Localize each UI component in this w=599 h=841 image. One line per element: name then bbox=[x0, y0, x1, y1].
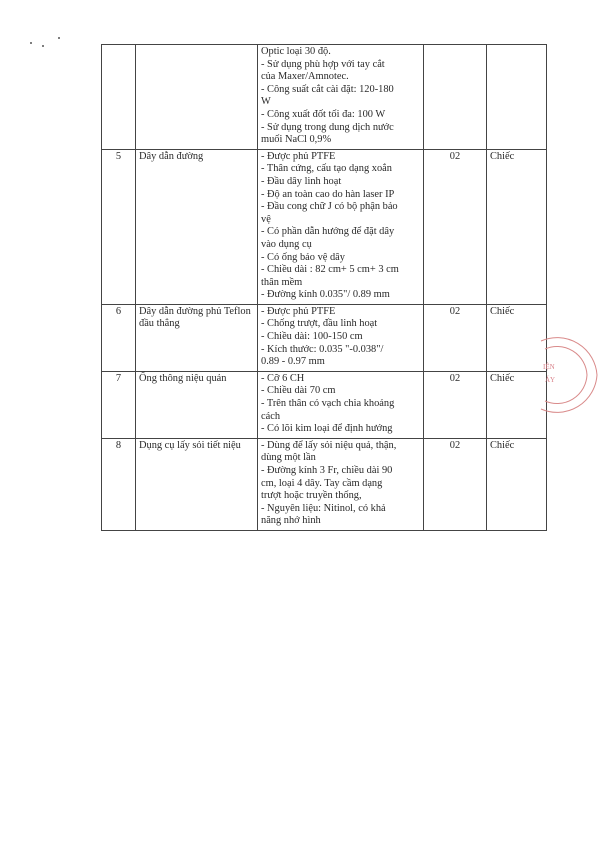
row-number-cell bbox=[102, 149, 136, 304]
spec-line: - Chiều dài 70 cm bbox=[261, 385, 336, 397]
spec-line: - Dùng để lấy sỏi niệu quả, thận, bbox=[261, 439, 397, 451]
spec-line: - Đường kính 3 Fr, chiều dài 90 bbox=[261, 465, 393, 476]
spec-cell bbox=[258, 149, 424, 304]
spec-line: - Thân cứng, cấu tạo dạng xoắn bbox=[261, 163, 392, 175]
spec-line: thân mềm bbox=[261, 276, 303, 288]
spec-line: dùng một lần bbox=[261, 452, 316, 464]
row-number-cell bbox=[102, 45, 136, 150]
table-row bbox=[102, 304, 547, 371]
table-row bbox=[102, 45, 547, 150]
table-row bbox=[102, 438, 547, 530]
spec-cell bbox=[258, 45, 424, 150]
spec-line: - Sử dụng phù hợp với tay cắt bbox=[261, 58, 385, 70]
spec-line: muối NaCl 0,9% bbox=[261, 134, 332, 146]
spec-cell bbox=[258, 438, 424, 530]
unit-cell bbox=[487, 149, 547, 304]
unit-cell bbox=[487, 438, 547, 530]
quantity-text: 02 bbox=[449, 439, 461, 451]
spec-line: năng nhớ hình bbox=[261, 515, 321, 527]
row-number-text: 7 bbox=[115, 372, 122, 384]
item-name-cell bbox=[136, 45, 258, 150]
spec-line: - Chống trượt, đầu linh hoạt bbox=[261, 318, 378, 330]
spec-line: - Chiều dài: 100-150 cm bbox=[261, 331, 363, 343]
spec-line: - Công xuất đốt tối đa: 100 W bbox=[261, 108, 386, 120]
unit-text: Chiếc bbox=[490, 439, 515, 451]
unit-text: Chiếc bbox=[490, 305, 515, 317]
row-number-cell bbox=[102, 371, 136, 438]
quantity-cell bbox=[424, 304, 487, 371]
quantity-text: 02 bbox=[449, 305, 461, 317]
spec-line: - Đường kính 0.035"/ 0.89 mm bbox=[261, 289, 390, 301]
spec-line: của Maxer/Amnotec. bbox=[261, 71, 349, 83]
spec-line: - Đầu cong chữ J có bộ phận bảo bbox=[261, 201, 398, 213]
spec-line: Optic loại 30 độ. bbox=[261, 46, 331, 57]
quantity-cell bbox=[424, 371, 487, 438]
spec-cell bbox=[258, 304, 424, 371]
spec-line: - Nguyên liệu: Nitinol, có khả bbox=[261, 502, 386, 514]
spec-line: - Có lõi kim loại để định hướng bbox=[261, 423, 393, 435]
item-name-cell bbox=[136, 438, 258, 530]
item-name-cell bbox=[136, 371, 258, 438]
table-row bbox=[102, 149, 547, 304]
spec-line: - Độ an toàn cao do hàn laser IP bbox=[261, 188, 395, 200]
scan-speck bbox=[58, 37, 60, 39]
item-name-text: Dây dẫn đường bbox=[139, 150, 204, 162]
quantity-text: 02 bbox=[449, 150, 461, 162]
item-name-text: Dụng cụ lấy sỏi tiết niệu bbox=[139, 439, 241, 451]
quantity-cell bbox=[424, 438, 487, 530]
spec-line: trượt hoặc truyền thống, bbox=[261, 490, 362, 502]
equipment-spec-table bbox=[101, 44, 547, 531]
row-number-text: 8 bbox=[115, 439, 122, 451]
spec-line: - Công suất cắt cài đặt: 120-180 bbox=[261, 83, 394, 95]
spec-line: W bbox=[261, 96, 271, 108]
spec-table-body bbox=[102, 45, 547, 531]
scan-speck bbox=[42, 45, 44, 47]
unit-text: Chiếc bbox=[490, 372, 515, 384]
unit-text: Chiếc bbox=[490, 150, 515, 162]
spec-line: - Kích thước: 0.035 "-0.038"/ bbox=[261, 343, 384, 355]
item-name-cell bbox=[136, 304, 258, 371]
spec-line: - Chiều dài : 82 cm+ 5 cm+ 3 cm bbox=[261, 264, 399, 276]
row-number-text: 6 bbox=[115, 305, 122, 317]
spec-line: - Có ống bảo vệ dây bbox=[261, 251, 345, 263]
spec-line: - Sử dụng trong dung dịch nước bbox=[261, 121, 394, 133]
row-number-text: 5 bbox=[115, 150, 122, 162]
spec-line: cách bbox=[261, 410, 281, 422]
spec-line: - Được phủ PTFE bbox=[261, 150, 336, 162]
item-name-text: Ống thông niệu quản bbox=[139, 372, 227, 384]
item-name-cell bbox=[136, 149, 258, 304]
item-name-text: Dây dẫn đường phủ Teflon đầu thẳng bbox=[139, 305, 251, 330]
spec-line: - Có phần dẫn hướng để đặt dây bbox=[261, 226, 395, 238]
quantity-cell bbox=[424, 45, 487, 150]
stamp-text-line-2: ÁY bbox=[545, 376, 556, 384]
spec-line: - Được phủ PTFE bbox=[261, 305, 336, 317]
unit-cell bbox=[487, 45, 547, 150]
spec-line: vào dụng cụ bbox=[261, 238, 312, 250]
spec-cell bbox=[258, 371, 424, 438]
red-stamp-seal bbox=[537, 335, 599, 415]
stamp-text-line-1: IỆN bbox=[543, 363, 555, 371]
spec-line: - Đầu dây linh hoạt bbox=[261, 175, 342, 187]
row-number-cell bbox=[102, 438, 136, 530]
spec-line: cm, loại 4 dây. Tay cầm dạng bbox=[261, 477, 383, 489]
spec-line: vệ bbox=[261, 213, 271, 225]
quantity-cell bbox=[424, 149, 487, 304]
quantity-text: 02 bbox=[449, 372, 461, 384]
spec-line: 0.89 - 0.97 mm bbox=[261, 356, 325, 368]
row-number-cell bbox=[102, 304, 136, 371]
table-row bbox=[102, 371, 547, 438]
spec-line: - Trên thân có vạch chia khoảng bbox=[261, 398, 395, 410]
spec-line: - Cỡ 6 CH bbox=[261, 372, 305, 384]
scan-speck bbox=[30, 42, 32, 44]
